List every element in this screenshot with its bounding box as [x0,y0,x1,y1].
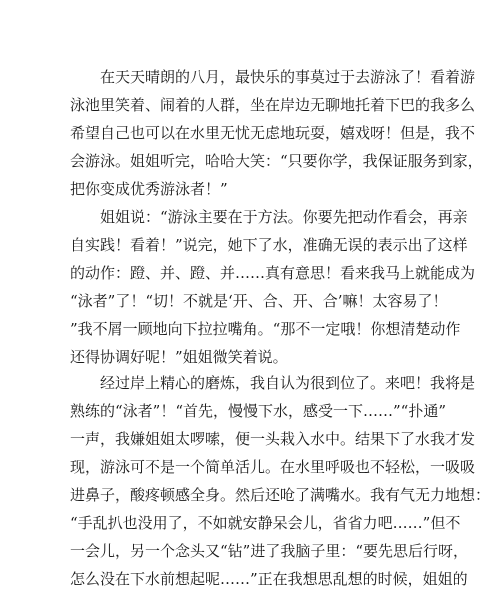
text-line: “泳者”了！“切！不就是‘开、合、开、合’嘛！太容易了！ [70,292,448,310]
text-line: 会游泳。姐姐听完，哈哈大笑：“只要你学，我保证服务到家， [70,152,483,170]
text-line: 怎么没在下水前想起呢……”正在我想思乱想的时候，姐姐的 [70,570,468,588]
paragraph-2 [70,203,476,371]
text-line: 希望自己也可以在水里无忧无虑地玩耍，嬉戏呀！但是，我不 [70,124,476,142]
text-line: “手乱扒也没用了，不如就安静呆会儿，省省力吧……”但不 [70,514,461,532]
text-line: 进鼻子，酸疼顿感全身。然后还呛了满嘴水。我有气无力地想： [70,486,491,504]
text-line: 在天天晴朗的八月，最快乐的事莫过于去游泳了！看着游 [100,68,476,86]
text-line: 一声，我嫌姐姐太啰嗦，便一头栽入水中。结果下了水我才发 [70,430,476,448]
text-line: 现，游泳可不是一个简单活儿。在水里呼吸也不轻松，一吸吸 [70,458,476,476]
text-line: 的动作：蹬、并、蹬、并……真有意思！看来我马上就能成为 [70,264,476,282]
text-line: 自实践！看着！”说完，她下了水，准确无误的表示出了这样 [70,236,468,254]
text-line: 泳池里笑着、闹着的人群，坐在岸边无聊地托着下巴的我多么 [70,96,476,114]
paragraph-3 [70,369,491,593]
text-line: ”我不屑一顾地向下拉拉嘴角。“那不一定哦！你想清楚动作 [70,320,461,338]
text-line: 姐姐说：“游泳主要在于方法。你要先把动作看会，再亲 [100,208,468,226]
text-line: 熟练的“泳者”！“首先，慢慢下水，感受一下……”“扑通” [70,402,447,420]
paragraph-1 [70,63,483,203]
text-line: 还得协调好呢！”姐姐微笑着说。 [70,348,288,366]
text-line: 把你变成优秀游泳者！” [70,180,228,198]
text-line: 一会儿，另一个念头又“钻”进了我脑子里：“要先思后行呀， [70,542,469,560]
text-line: 经过岸上精心的磨炼，我自认为很到位了。来吧！我将是 [100,374,476,392]
